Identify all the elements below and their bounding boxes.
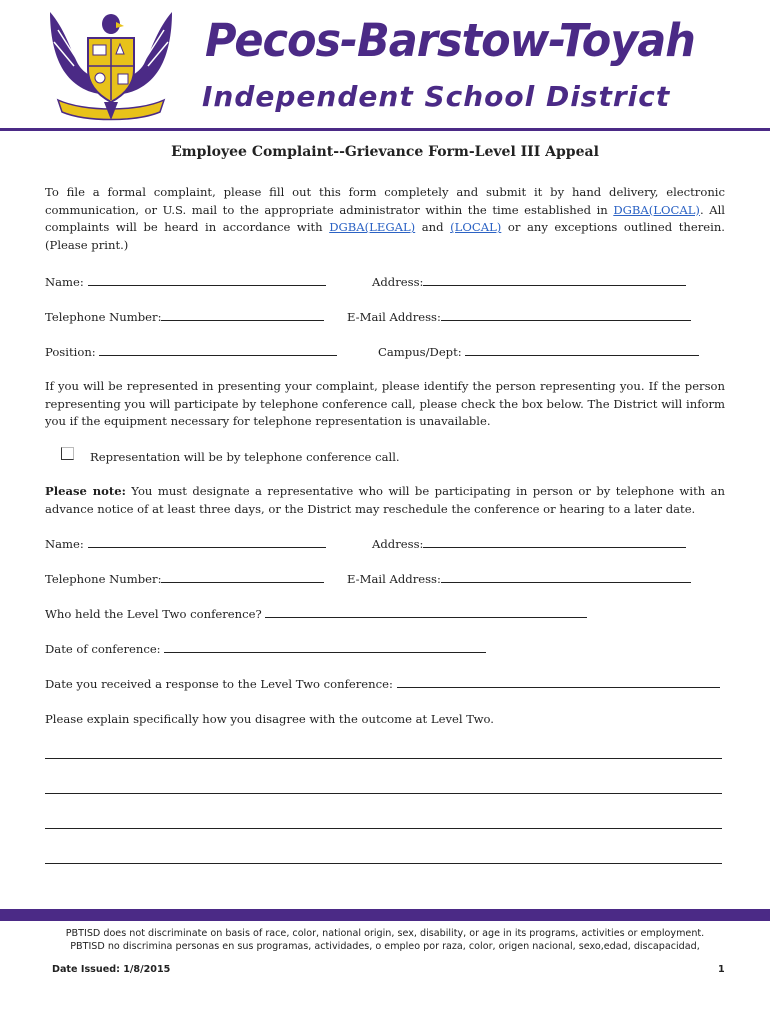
checkbox-label: Representation will be by telephone conference call. bbox=[90, 450, 400, 464]
address-blank[interactable] bbox=[423, 274, 686, 286]
intro-paragraph bbox=[45, 184, 725, 254]
nondiscrimination-statement-en: PBTISD does not discriminate on basis of race, color, national origin, sex, disability, or age in its programs, activities or employment. bbox=[65, 928, 705, 939]
explanation-line[interactable] bbox=[45, 793, 722, 794]
rep-email-label: E-Mail Address: bbox=[347, 572, 441, 586]
representation-paragraph: If you will be represented in presenting your complaint, please identify the person representing you. If the person representing you will participate by telephone conference call, please check the box below. The District will inform you if the equipment necessary for telephone representation is unavailable. bbox=[45, 379, 725, 429]
explanation-line[interactable] bbox=[45, 758, 722, 759]
email-field[interactable] bbox=[347, 309, 691, 325]
name-field[interactable] bbox=[45, 274, 326, 290]
conference-date-blank[interactable] bbox=[164, 641, 486, 653]
address-label: Address: bbox=[372, 275, 424, 289]
position-field[interactable] bbox=[45, 344, 337, 360]
explanation-line[interactable] bbox=[45, 828, 722, 829]
rep-address-blank[interactable] bbox=[423, 536, 686, 548]
note-paragraph bbox=[45, 483, 725, 518]
response-date-field[interactable] bbox=[45, 676, 720, 692]
district-name: Pecos-Barstow-Toyah bbox=[205, 15, 695, 68]
dgba-local-link[interactable]: DGBA(LOCAL) bbox=[613, 202, 700, 217]
rep-email-field[interactable] bbox=[347, 571, 691, 587]
district-subtitle: Independent School District bbox=[202, 80, 671, 113]
form-title: Employee Complaint--Grievance Form-Level III Appeal bbox=[171, 144, 599, 160]
telephone-representation-checkbox[interactable] bbox=[61, 447, 74, 460]
level-two-holder-field[interactable] bbox=[45, 606, 587, 622]
telephone-blank[interactable] bbox=[161, 309, 324, 321]
response-date-blank[interactable] bbox=[397, 676, 720, 688]
footer-band bbox=[0, 909, 770, 921]
rep-address-field[interactable] bbox=[372, 536, 686, 552]
dgba-legal-link[interactable]: DGBA(LEGAL) bbox=[329, 220, 416, 235]
rep-telephone-label: Telephone Number: bbox=[45, 572, 162, 586]
intro-text-a: To file a formal complaint, please fill out this form completely and submit it by hand delivery, electronic communication, or U.S. mail to the appropriate administrator within the time established in bbox=[45, 185, 725, 217]
telephone-label: Telephone Number: bbox=[45, 310, 162, 324]
header-divider bbox=[0, 128, 770, 131]
email-blank[interactable] bbox=[441, 309, 691, 321]
date-issued: Date Issued: 1/8/2015 bbox=[52, 964, 171, 975]
telephone-field[interactable] bbox=[45, 309, 324, 325]
response-date-label: Date you received a response to the Level Two conference: bbox=[45, 677, 393, 691]
letterhead bbox=[0, 0, 770, 132]
intro-text-d: or any exceptions outlined therein. (Please print.) bbox=[45, 220, 725, 252]
note-text: You must designate a representative who will be participating in person or by telephone with an advance notice of at least three days, or the District may reschedule the conference or hearing to a later date. bbox=[45, 484, 726, 516]
local-policy-link[interactable]: (LOCAL) bbox=[450, 220, 502, 235]
rep-name-blank[interactable] bbox=[88, 536, 326, 548]
rep-name-field[interactable] bbox=[45, 536, 326, 552]
name-label: Name: bbox=[45, 275, 84, 289]
position-label: Position: bbox=[45, 345, 96, 359]
intro-text-c: and bbox=[415, 220, 451, 235]
rep-email-blank[interactable] bbox=[441, 571, 691, 583]
rep-name-label: Name: bbox=[45, 537, 84, 551]
intro-text-b: . All complaints will be heard in accordance with bbox=[45, 202, 725, 235]
rep-address-label: Address: bbox=[372, 537, 424, 551]
explanation-line[interactable] bbox=[45, 863, 722, 864]
name-blank[interactable] bbox=[88, 274, 326, 286]
conference-date-field[interactable] bbox=[45, 641, 486, 657]
position-blank[interactable] bbox=[99, 344, 337, 356]
conference-date-label: Date of conference: bbox=[45, 642, 161, 656]
level-two-holder-blank[interactable] bbox=[265, 606, 587, 618]
note-heading: Please note: bbox=[45, 484, 126, 498]
campus-label: Campus/Dept: bbox=[378, 345, 462, 359]
level-two-holder-label: Who held the Level Two conference? bbox=[45, 607, 262, 621]
page-number: 1 bbox=[718, 964, 725, 975]
nondiscrimination-statement-es: PBTISD no discrimina personas en sus programas, actividades, o empleo por raza, color, origen nacional, sexo,edad, discapacidad, bbox=[70, 941, 700, 952]
rep-telephone-field[interactable] bbox=[45, 571, 324, 587]
rep-telephone-blank[interactable] bbox=[161, 571, 324, 583]
campus-field[interactable] bbox=[378, 344, 699, 360]
address-field[interactable] bbox=[372, 274, 686, 290]
campus-blank[interactable] bbox=[465, 344, 699, 356]
email-label: E-Mail Address: bbox=[347, 310, 441, 324]
explain-label: Please explain specifically how you disagree with the outcome at Level Two. bbox=[45, 712, 494, 726]
eagle-crest-logo bbox=[44, 8, 178, 124]
